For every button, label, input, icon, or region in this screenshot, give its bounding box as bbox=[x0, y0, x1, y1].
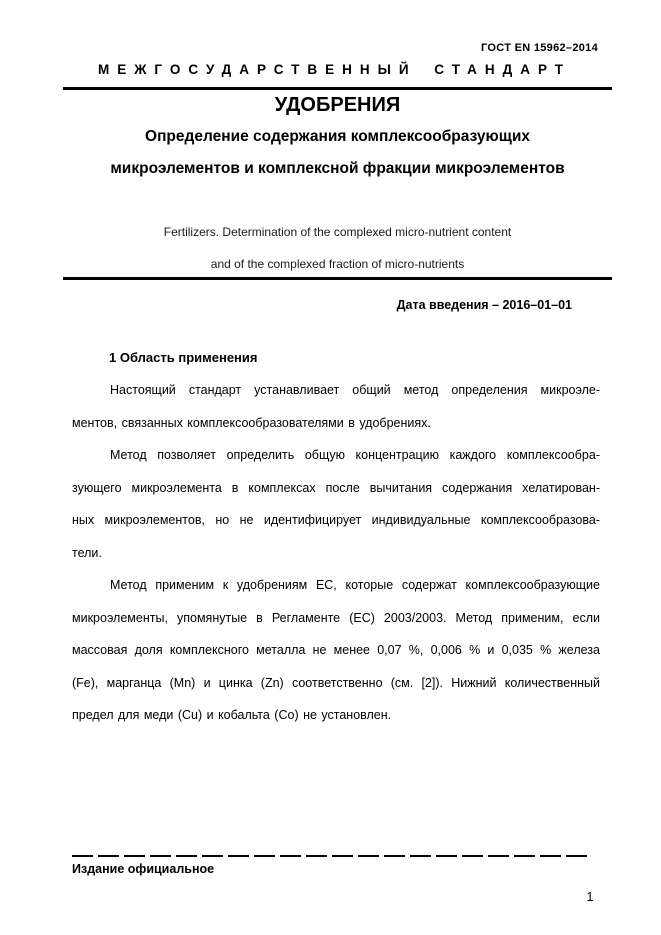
paragraph-line: ментов, связанных комплексообразователями в удобрениях. bbox=[72, 415, 431, 430]
title-rule bbox=[63, 277, 612, 280]
paragraph-line: Метод применим к удобрениям ЕС, которые содержат комплексообразующие bbox=[110, 578, 600, 592]
english-title-line-2: and of the complexed fraction of micro-nutrients bbox=[210, 257, 465, 271]
paragraph-line: микроэлементы, упомянутые в Регламенте (ЕС) 2003/2003. Метод применим, если bbox=[72, 610, 600, 625]
paragraph bbox=[72, 569, 600, 732]
standard-type-heading: МЕЖГОСУДАРСТВЕННЫЙ СТАНДАРТ bbox=[97, 62, 572, 77]
header-rule bbox=[63, 87, 612, 90]
english-title-line-1: Fertilizers. Determination of the complexed micro-nutrient content bbox=[163, 225, 512, 239]
paragraph-line: тели. bbox=[72, 545, 102, 560]
paragraph bbox=[72, 439, 600, 569]
document-body bbox=[63, 341, 612, 732]
paragraph bbox=[72, 374, 600, 439]
official-edition-label: Издание официальное bbox=[72, 862, 215, 876]
standard-code: ГОСТ EN 15962–2014 bbox=[480, 42, 598, 54]
document-subtitle-line-2: микроэлементов и комплексной фракции микроэлементов bbox=[110, 160, 565, 177]
paragraph-line: предел для меди (Cu) и кобальта (Co) не установлен. bbox=[72, 708, 392, 722]
page-number: 1 bbox=[586, 890, 594, 904]
document-subtitle-line-1: Определение содержания комплексообразующих bbox=[145, 128, 530, 145]
paragraph-line: Настоящий стандарт устанавливает общий метод определения микроэле- bbox=[110, 383, 600, 397]
section-heading: 1 Область применения bbox=[109, 350, 258, 365]
paragraph-line: зующего микроэлемента в комплексах после вычитания содержания хелатирован- bbox=[72, 480, 600, 495]
footer-rule bbox=[72, 855, 590, 857]
document-title: УДОБРЕНИЯ bbox=[274, 94, 401, 116]
paragraph-line: массовая доля комплексного металла не менее 0,07 %, 0,006 % и 0,035 % железа bbox=[72, 643, 600, 657]
effective-date: Дата введения – 2016–01–01 bbox=[396, 298, 572, 312]
paragraph-line: (Fe), марганца (Mn) и цинка (Zn) соответственно (см. [2]). Нижний количественный bbox=[72, 675, 600, 690]
paragraph-line: ных микроэлементов, но не идентифицирует индивидуальные комплексообразова- bbox=[72, 513, 600, 527]
paragraph-line: Метод позволяет определить общую концентрацию каждого комплексообра- bbox=[110, 448, 600, 462]
